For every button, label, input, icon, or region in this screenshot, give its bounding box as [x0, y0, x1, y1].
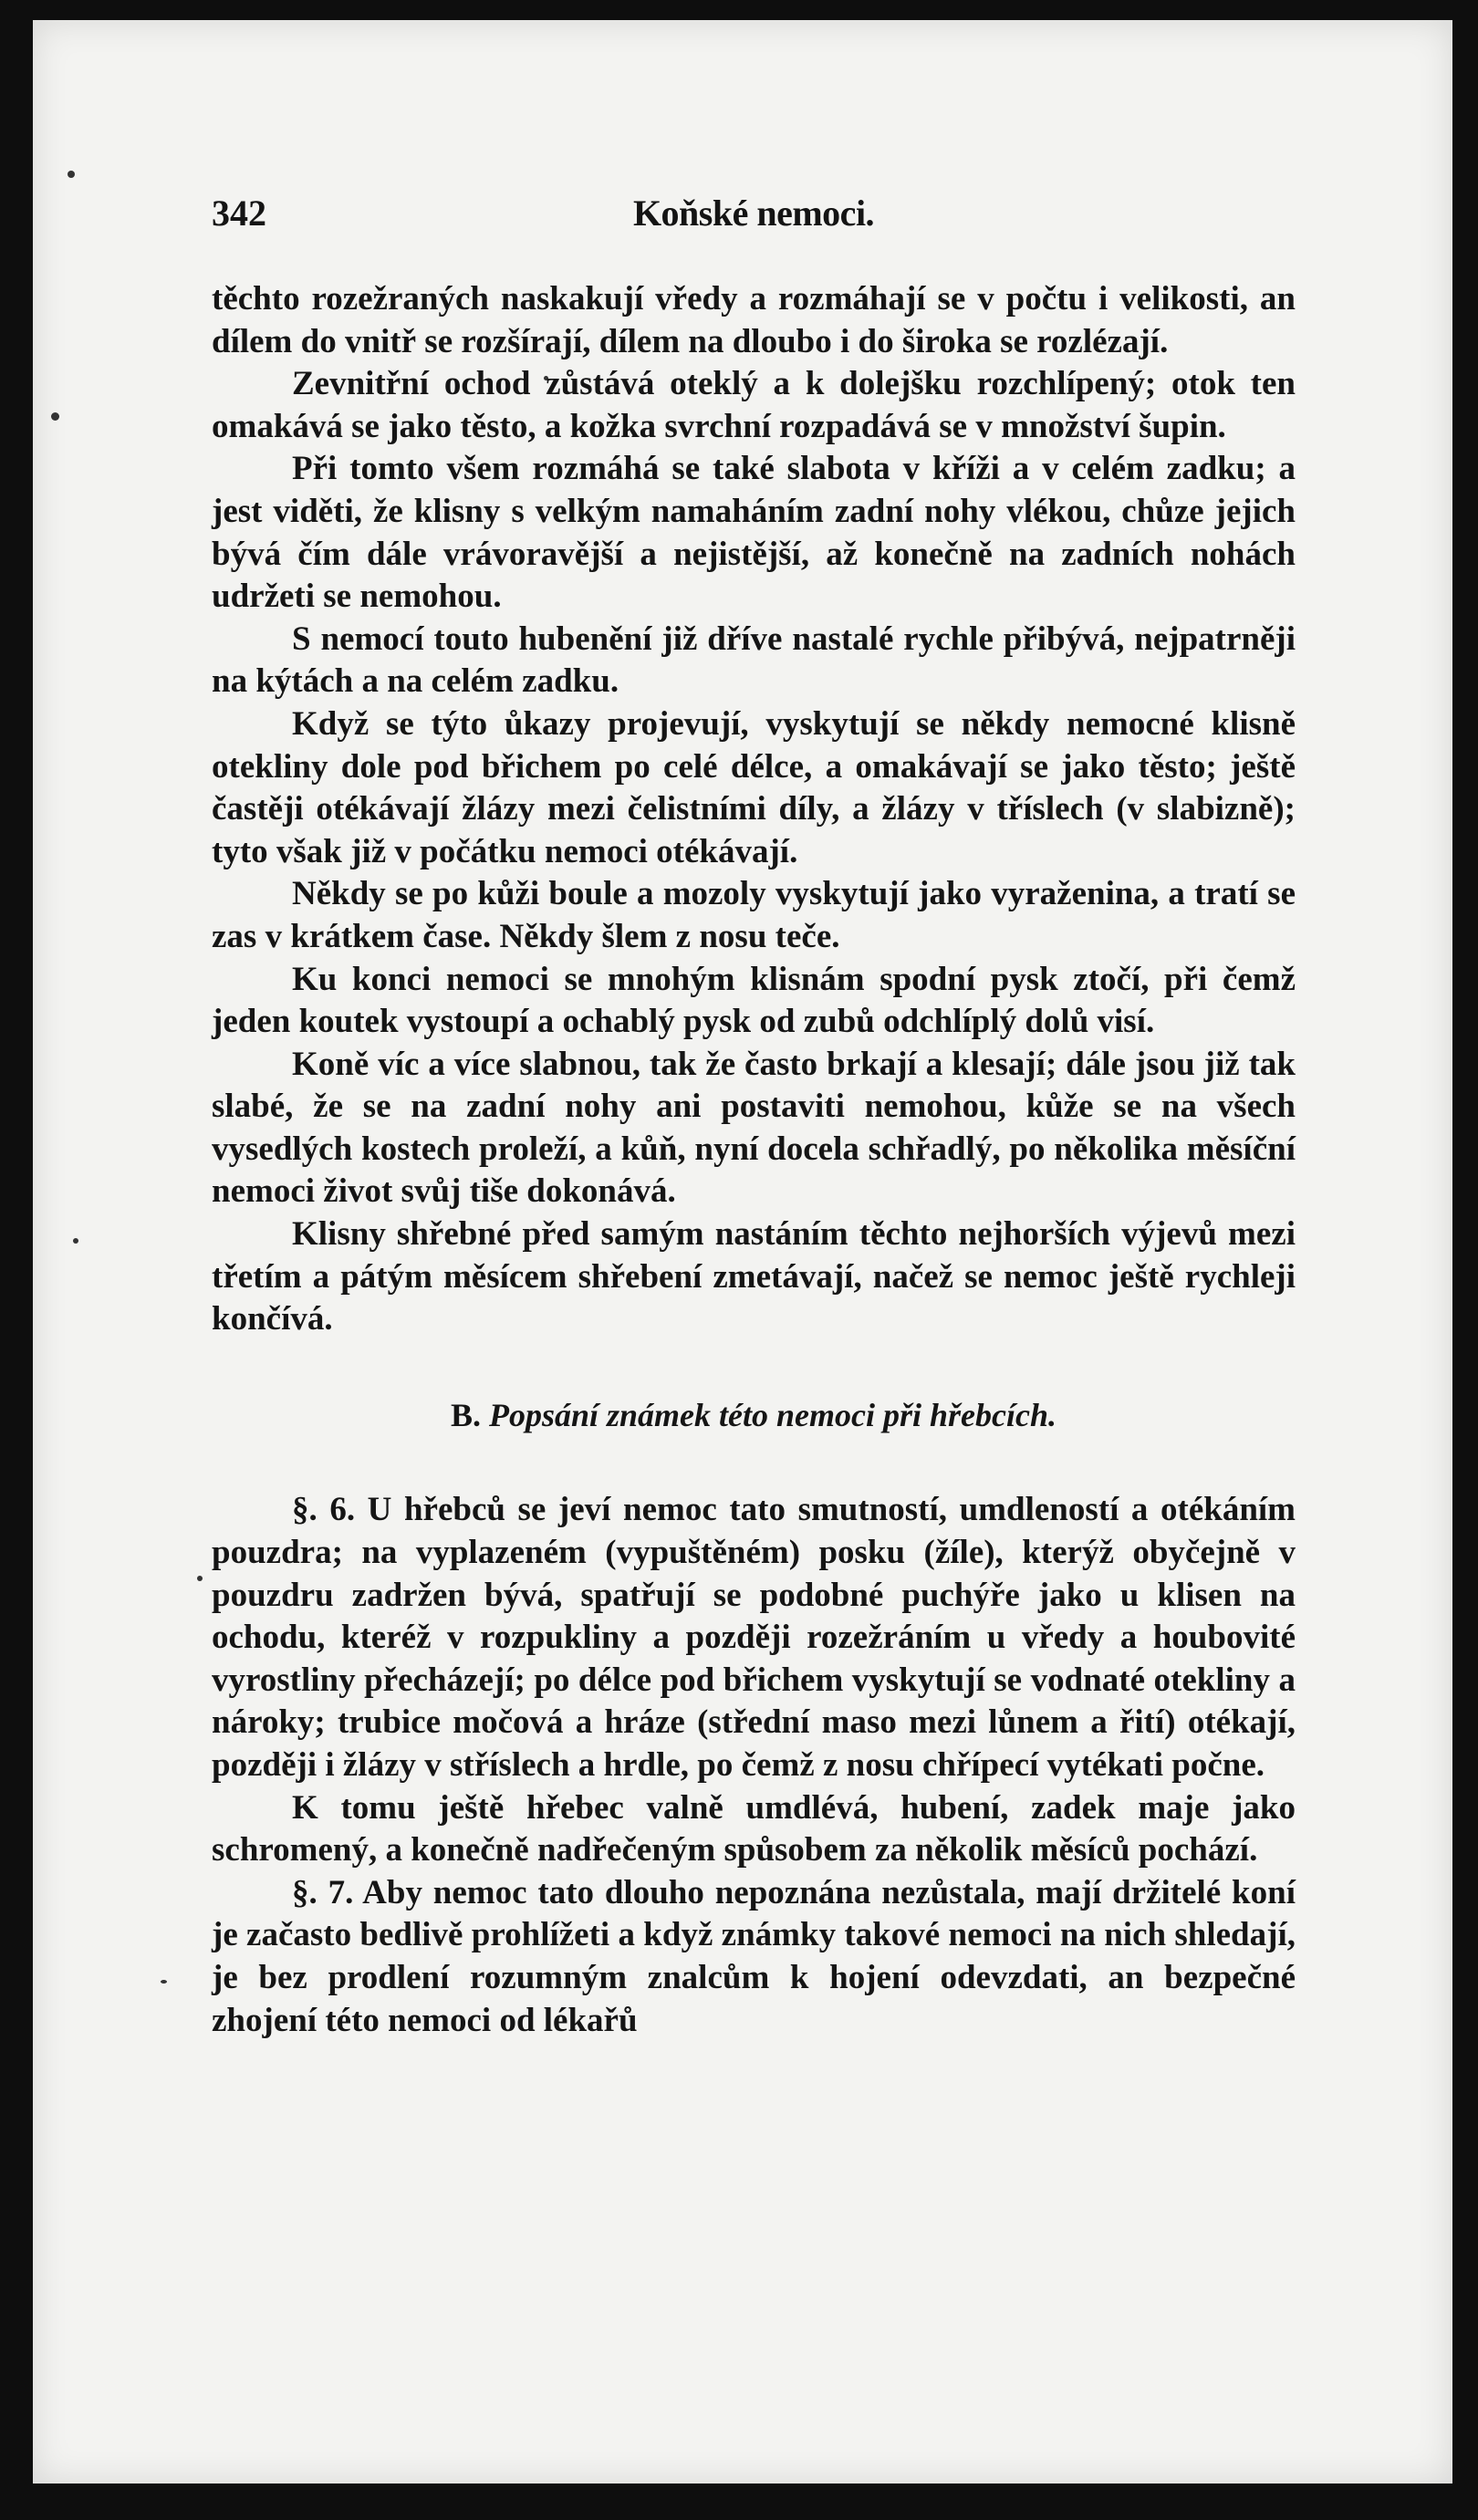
dust-speck: [161, 1980, 167, 1984]
dust-speck: [51, 412, 59, 421]
running-head: Koňské nemoci.: [632, 193, 875, 234]
paragraph: Zevnitřní ochod zůstává oteklý a k dolejšku rozchlípený; otok ten omakává se jako těsto, a kožka svrchní rozpadává se v množství šupin.: [212, 365, 1296, 445]
paragraph: Při tomto všem rozmáhá se také slabota v kříži a v celém zadku; a jest viděti, že klisny s velkým namaháním zadní nohy vlékou, chůze jejich bývá čím dále vrávoravější a nejistější, až konečně na zadních nohách udržeti se nemohou.: [212, 450, 1296, 616]
paragraph: §. 7. Aby nemoc tato dlouho nepoznána nezůstala, mají držitelé koní je začasto bedlivě prohlížeti a když známky takové nemoci na nich shledají, je bez prodlení rozumným znalcům k hojení odevzdati, an bezpečné zhojení této nemoci od lékařů: [212, 1873, 1296, 2039]
dust-speck: [73, 1238, 78, 1244]
paragraph: Někdy se po kůži boule a mozoly vyskytují jako vyraženina, a tratí se zas v krátkem čase. Někdy šlem z nosu teče.: [212, 875, 1296, 955]
paragraph: Ku konci nemoci se mnohým klisnám spodní pysk ztočí, při čemž jeden koutek vystoupí a ochablý pysk od zubů odchlíplý dolů visí.: [212, 960, 1296, 1041]
dust-speck: [68, 171, 75, 178]
section-letter: B.: [450, 1396, 481, 1433]
paragraph: Koně víc a více slabnou, tak že často brkají a klesají; dále jsou již tak slabé, že se na zadní nohy ani postaviti nemohou, kůže se na všech vysedlých kostech proleží, a kůň, nyní docela schřadlý, po několika měsíční nemoci život svůj tiše dokonává.: [212, 1045, 1296, 1211]
body-text: [212, 278, 1296, 2042]
paragraph: Když se týto ůkazy projevují, vyskytují se někdy nemocné klisně otekliny dole pod břichem po celé délce, a omakávají se jako těsto; ještě častěji otékávají žlázy mezi čelistními díly, a žlázy v tříslech (v slabizně); tyto však již v počátku nemoci otékávají.: [212, 704, 1296, 870]
dust-speck: [197, 1576, 203, 1581]
section-heading: [212, 1394, 1296, 1437]
page-header: [212, 192, 1296, 246]
paragraph: S nemocí touto hubenění již dříve nastalé rychle přibývá, nejpatrněji na kýtách a na celém zadku.: [212, 620, 1296, 701]
paragraph: K tomu ještě hřebec valně umdlévá, hubení, zadek maje jako schromený, a konečně nadřečeným spůsobem za několik měsíců pochází.: [212, 1788, 1296, 1869]
page-number: 342: [212, 193, 266, 234]
paragraph: §. 6. U hřebců se jeví nemoc tato smutností, umdleností a otékáním pouzdra; na vyplazeném (vypuštěném) posku (žíle), kterýž obyčejně v pouzdru zadržen bývá, spatřují se podobné puchýře jako u klisen na ochodu, kteréž v rozpukliny a později rozežráním u vředy a houbovité vyrostliny přecházejí; po délce pod břichem vyskytují se vodnaté otekliny a nároky; trubice močová a hráze (střední maso mezi lůnem a řití) otékají, později i žlázy v stříslech a hrdle, po čemž z nosu chřípecí vytékati počne.: [212, 1491, 1296, 1784]
paragraph: Klisny shřebné před samým nastáním těchto nejhorších výjevů mezi třetím a pátým měsícem shřebení zmetávají, načež se nemoc ještě rychleji končívá.: [212, 1215, 1296, 1338]
paragraph: těchto rozežraných naskakují vředy a rozmáhají se v počtu i velikosti, an dílem do vnitř se rozšírají, dílem na dloubo i do široka se rozlézají.: [212, 280, 1296, 360]
section-title-text: Popsání známek této nemoci při hřebcích.: [489, 1396, 1057, 1433]
